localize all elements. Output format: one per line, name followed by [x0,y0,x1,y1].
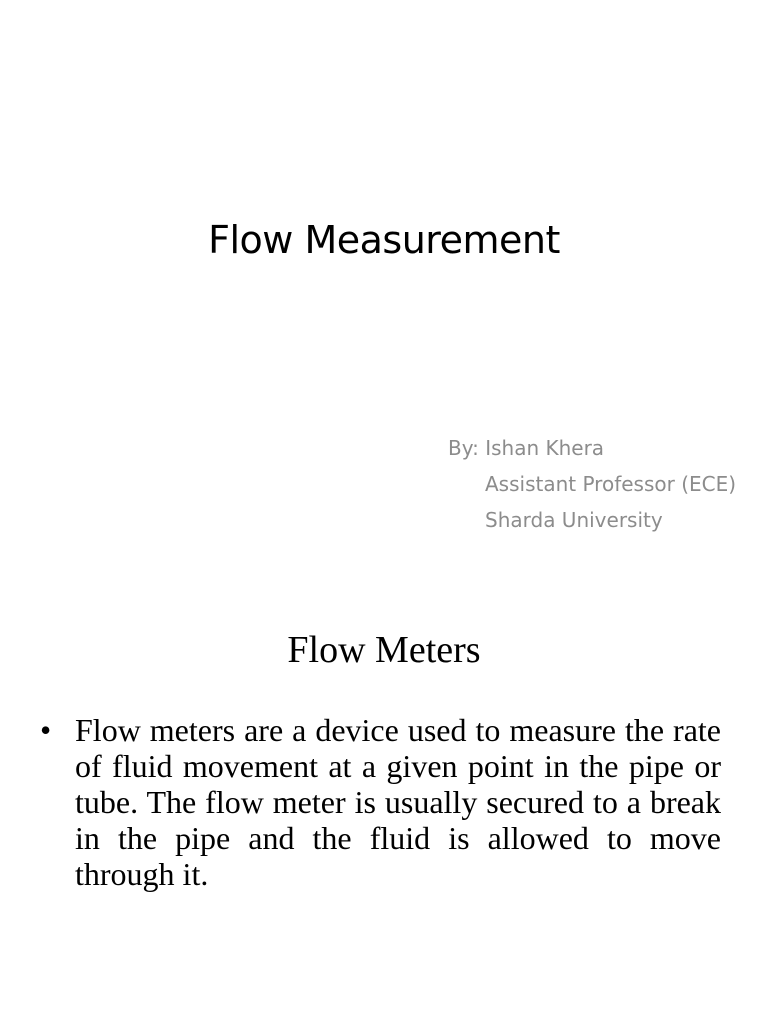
bullet-list [40,712,721,892]
bullet-point-icon: • [40,712,52,748]
author-block [448,430,736,538]
slide-title: Flow Meters [287,629,481,671]
bullet-item [40,712,721,892]
content-slide [0,576,768,1024]
presentation-title: Flow Measurement [208,218,560,262]
role-line: Assistant Professor (ECE) [485,472,737,496]
bullet-text: Flow meters are a device used to measure the rate of fluid movement at a given point in the pipe or tube. The flow meter is usually secured to a break in the pipe and the fluid is allowed to move through it. [75,712,721,892]
institution-line: Sharda University [485,508,663,532]
author-line: By: Ishan Khera [448,436,605,460]
